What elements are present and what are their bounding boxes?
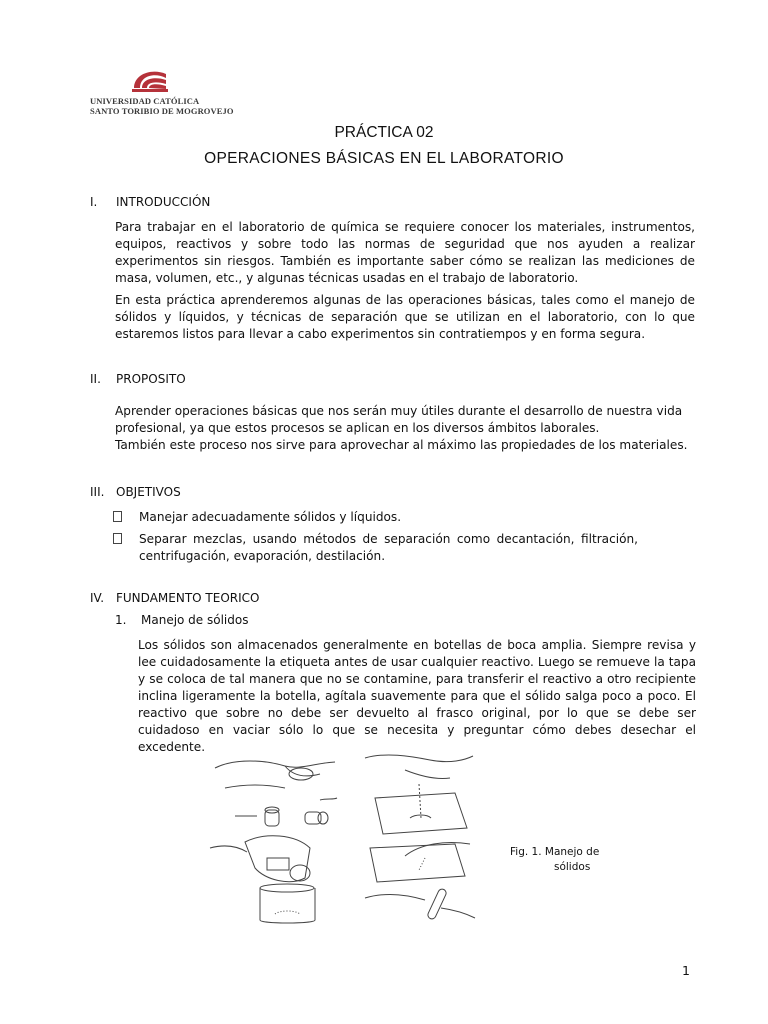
panel-bottle-lid-drawing [215, 761, 337, 826]
intro-paragraph-1 [115, 219, 695, 287]
objective-text: Manejar adecuadamente sólidos y líquidos. [139, 510, 402, 524]
proposito-line-1: Aprender operaciones básicas que nos serán muy útiles durante el desarrollo de nuestra vida [115, 404, 683, 418]
caption-line-2: sólidos [554, 861, 591, 873]
university-name [90, 96, 240, 116]
section-number: IV. [90, 591, 105, 605]
intro-text-1: Para trabajar en el laboratorio de química se requiere conocer los materiales, instrumentos, equipos, reactivos y sobre todo las normas de seguridad que nos ayuden a realizar experimentos sin riesgos. También es importante saber cómo se realizan las mediciones de masa, volumen, etc., y algunas técnicas usadas en el trabajo de laboratorio. [115, 220, 695, 285]
panel-bottle-beaker-drawing [210, 836, 315, 923]
university-logo [90, 66, 234, 122]
section-intro-heading [90, 195, 690, 211]
figure-caption [510, 845, 640, 875]
page-number: 1 [682, 963, 690, 978]
subsection-heading [115, 613, 515, 629]
objective-item [113, 509, 638, 526]
section-number: II. [90, 372, 101, 386]
intro-paragraph-2 [115, 292, 695, 343]
caption-line-1: Fig. 1. Manejo de [510, 846, 600, 858]
section-number: III. [90, 485, 105, 499]
section-label: FUNDAMENTO TEORICO [116, 591, 260, 605]
practice-subtitle: OPERACIONES BÁSICAS EN EL LABORATORIO [204, 150, 564, 167]
section-number: I. [90, 195, 98, 209]
section-objetivos-heading [90, 485, 690, 501]
university-line-1: UNIVERSIDAD CATÓLICA [90, 96, 200, 106]
section-proposito-heading [90, 372, 690, 388]
bullet-box-icon [113, 511, 122, 522]
objective-item [113, 531, 638, 565]
section-fundamento-heading [90, 591, 690, 607]
practice-title: PRÁCTICA 02 [334, 124, 434, 141]
intro-text-2: En esta práctica aprenderemos algunas de las operaciones básicas, tales como el manejo de sólidos y líquidos, y técnicas de separación que se utilizan en el laboratorio, con lo que estaremos listos para llevar a cabo experimentos sin contratiempos y en forma segura. [115, 293, 695, 341]
figure-solids-handling [205, 748, 477, 926]
proposito-line-3: También este proceso nos sirve para aprovechar al máximo las propiedades de los materiales. [115, 438, 688, 452]
university-emblem-icon [128, 66, 172, 96]
subsection-label: Manejo de sólidos [141, 613, 249, 627]
proposito-line-2: profesional, ya que estos procesos se aplican en los diversos ámbitos laborales. [115, 421, 600, 435]
university-line-2: SANTO TORIBIO DE MOGROVEJO [90, 106, 234, 116]
panel-pouring-paper-drawing [365, 755, 473, 834]
objective-text: Separar mezclas, usando métodos de separación como decantación, filtración, centrifugación, evaporación, destilación. [139, 532, 638, 563]
subsection-number: 1. [115, 613, 127, 627]
section-label: INTRODUCCIÓN [116, 195, 211, 209]
section-label: OBJETIVOS [116, 485, 181, 499]
fundamento-text: Los sólidos son almacenados generalmente en botellas de boca amplia. Siempre revisa y lee cuidadosamente la etiqueta antes de usar cualquier reactivo. Luego se remueve la tapa y se coloca de tal manera que no se contamine, para transferir el reactivo a otro recipiente inclina ligeramente la botella, agítala suavemente para que el sólido salga poco a poco. El reactivo que sobre no debe ser devuelto al frasco original, por lo que se debe ser cuidadoso en vaciar sólo lo que se necesita y preguntar cómo debes desechar el excedente. [138, 638, 696, 754]
proposito-paragraph [115, 403, 705, 454]
panel-transfer-drawing [365, 843, 475, 921]
section-label: PROPOSITO [116, 372, 186, 386]
fundamento-paragraph [138, 637, 696, 756]
bullet-box-icon [113, 533, 122, 544]
